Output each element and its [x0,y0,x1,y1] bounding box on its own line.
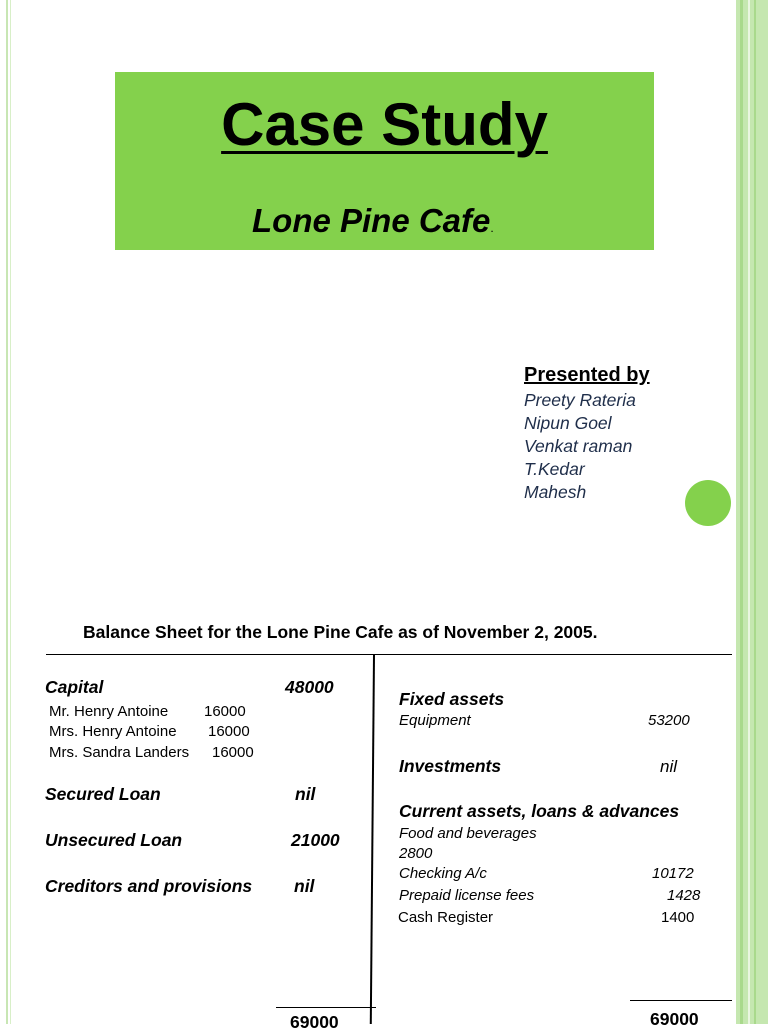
checking-label: Checking A/c [399,865,487,882]
capital-item-name: Mrs. Sandra Landers [49,744,190,761]
prepaid-label: Prepaid license fees [399,887,535,904]
current-assets-label: Current assets, loans & advances [399,801,680,821]
capital-item-name: Mrs. Henry Antoine [49,723,177,740]
food-label: Food and beverages [399,825,537,842]
liabilities-total-rule [276,1007,376,1008]
liabilities-total: 69000 [290,1012,339,1032]
capital-value: 48000 [285,677,334,697]
cash-register-value: 1400 [661,909,695,926]
investments-value: nil [660,757,678,776]
presenter-name: T.Kedar [524,459,585,479]
presenter-name: Nipun Goel [524,413,612,433]
table-top-rule [46,654,732,655]
investments-label: Investments [399,756,502,776]
unsecured-loan-label: Unsecured Loan [45,830,183,850]
column-divider [370,655,375,1024]
left-border-line [6,0,8,1024]
right-border-line-light [748,0,750,1024]
right-border-line [740,0,743,1024]
equipment-value: 53200 [648,712,690,729]
equipment-label: Equipment [399,712,471,729]
subtitle-line [252,202,494,240]
creditors-value: nil [294,876,315,896]
prepaid-value: 1428 [667,887,701,904]
cash-register-label: Cash Register [398,909,494,926]
balance-sheet-title: Balance Sheet for the Lone Pine Cafe as of November 2, 2005. [83,622,598,642]
fixed-assets-label: Fixed assets [399,689,505,709]
secured-loan-label: Secured Loan [45,784,161,804]
checking-value: 10172 [652,865,694,882]
assets-total: 69000 [650,1009,699,1029]
capital-label: Capital [45,677,104,697]
presenter-name: Venkat raman [524,436,633,456]
assets-total-rule [630,1000,732,1001]
capital-item-value: 16000 [204,703,246,720]
presented-by-heading: Presented by [524,364,650,386]
slide-title: Case Study [221,91,548,158]
slide-subtitle: Lone Pine Cafe [252,202,491,239]
unsecured-loan-value: 21000 [291,830,340,850]
capital-item-value: 16000 [208,723,250,740]
secured-loan-value: nil [295,784,316,804]
right-border-line-outer [754,0,756,1024]
decorative-circle [685,480,731,526]
presenter-name: Mahesh [524,482,587,502]
capital-item-name: Mr. Henry Antoine [49,703,169,720]
creditors-label: Creditors and provisions [45,876,253,896]
subtitle-period: . [490,221,494,235]
presenter-name: Preety Rateria [524,390,636,410]
left-border-line-inner [10,0,11,1024]
food-value: 2800 [399,845,433,862]
presenter-block [524,364,650,504]
capital-item-value: 16000 [212,744,254,761]
title-banner [115,72,654,250]
